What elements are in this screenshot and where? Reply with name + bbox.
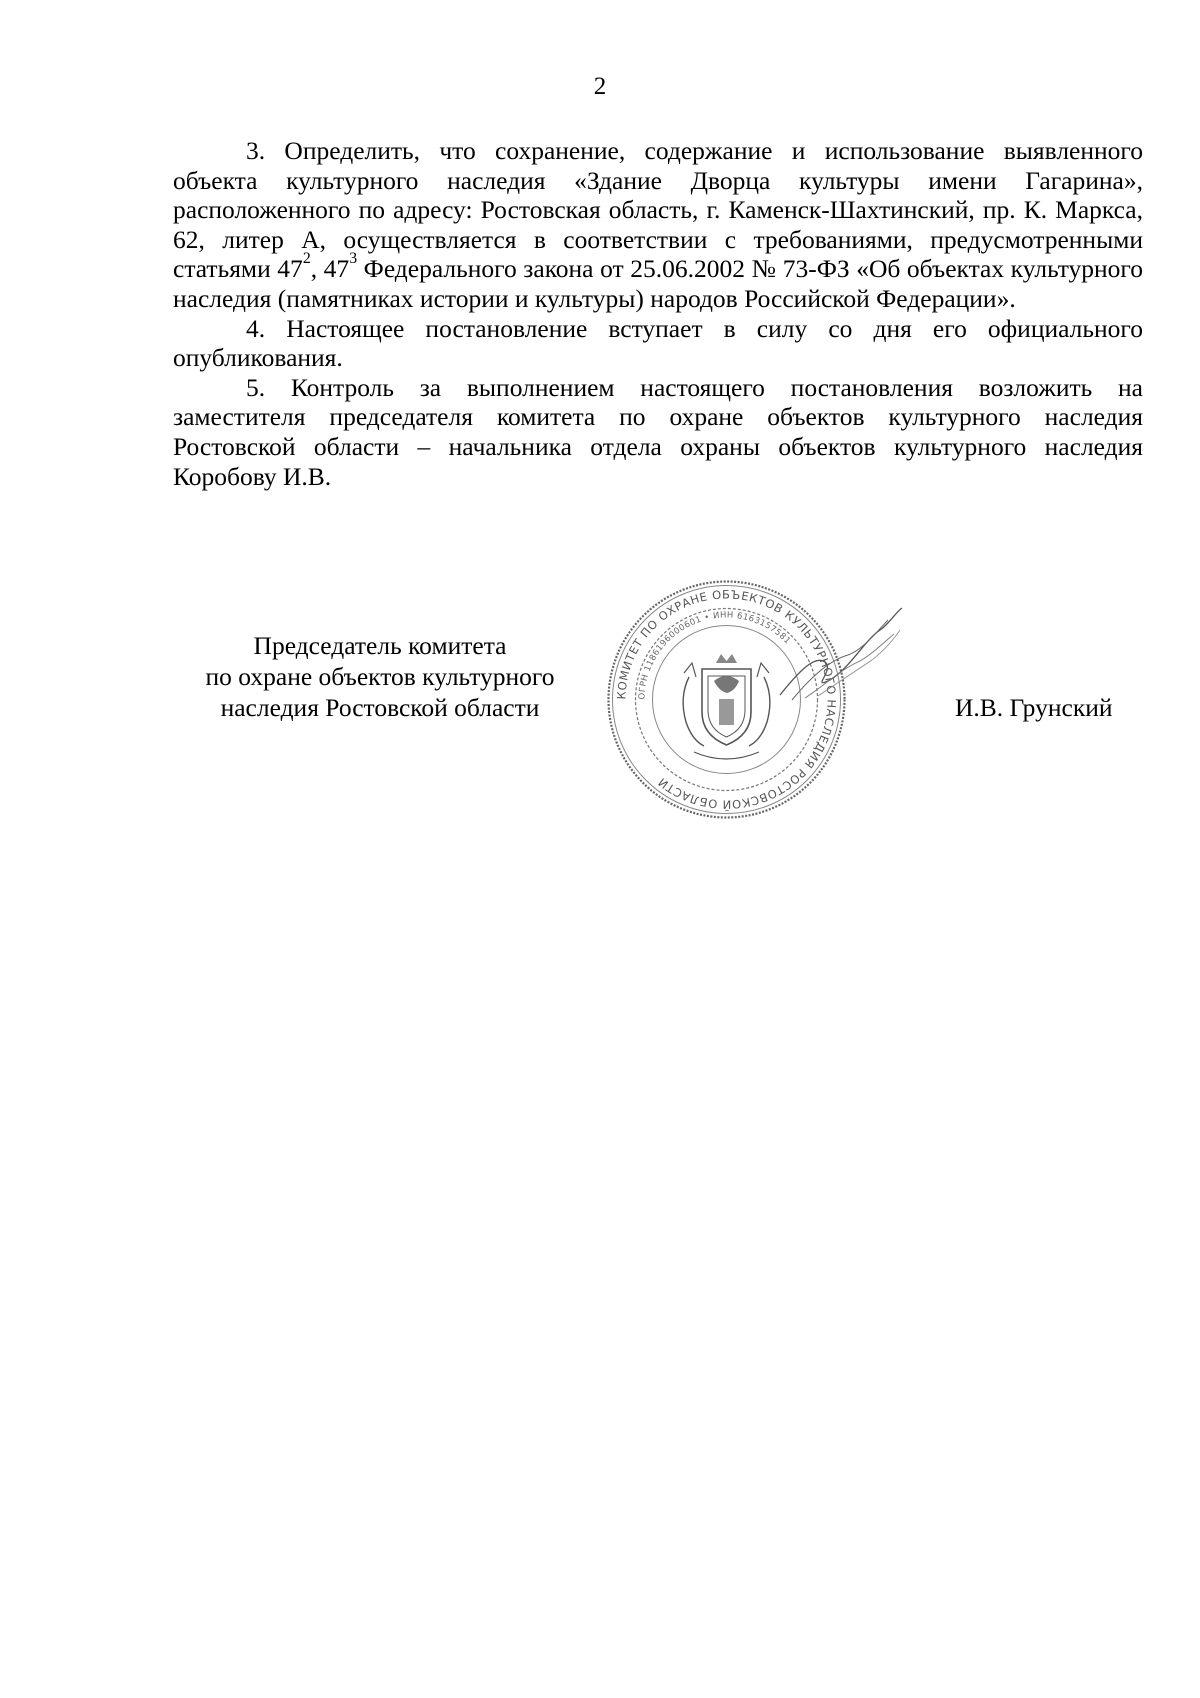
stamp-inner-text: ОГРН 1186196000601 • ИНН 6163157581 [637,610,793,700]
paragraph-4: 4. Настоящее постановление вступает в силу со дня его официального опубликования. [173,313,1143,373]
superscript-2: 2 [302,250,311,268]
page-number: 2 [593,73,607,100]
stamp-outer-text: КОМИТЕТ ПО ОХРАНЕ ОБЪЕКТОВ КУЛЬТУРНОГО НАСЛЕДИЯ РОСТОВСКОЙ ОБЛАСТИ [614,587,839,812]
signatory-title-line: наследия Ростовской области [220,693,540,722]
paragraph-3-mid: , 47 [310,254,350,284]
signatory-title-line: Председатель комитета [253,631,507,660]
signatory-name: И.В. Грунский [955,693,1113,722]
paragraph-3-tail: Федерального закона от 25.06.2002 № 73-ФЗ «Об объектах культурного наследия (памятниках истории и культуры) народов Российской Федерации». [173,254,1144,313]
document-body [173,136,1143,491]
signatory-title [170,630,590,723]
paragraph-3 [173,136,1143,314]
coat-of-arms-icon [683,654,770,759]
superscript-3: 3 [349,250,358,268]
paragraph-5: 5. Контроль за выполнением настоящего постановления возложить на заместителя председателя комитета по охране объектов культурного наследия Ростовской области – начальника отдела охраны объектов культурного наследия Коробову И.В. [173,372,1143,491]
paragraph-3-text: 3. Определить, что сохранение, содержание и использование выявленного объекта культурного наследия «Здание Дворца культуры имени Гагарина», расположенного по адресу: Ростовская область, г. Каменск-Шахтинский, пр. К. Маркса, 62, литер А, осуществляется в соответствии с требованиями, предусмотренными статьями 47 [173,136,1143,284]
signatory-title-line: по охране объектов культурного [205,662,555,691]
handwritten-signature [770,600,910,720]
